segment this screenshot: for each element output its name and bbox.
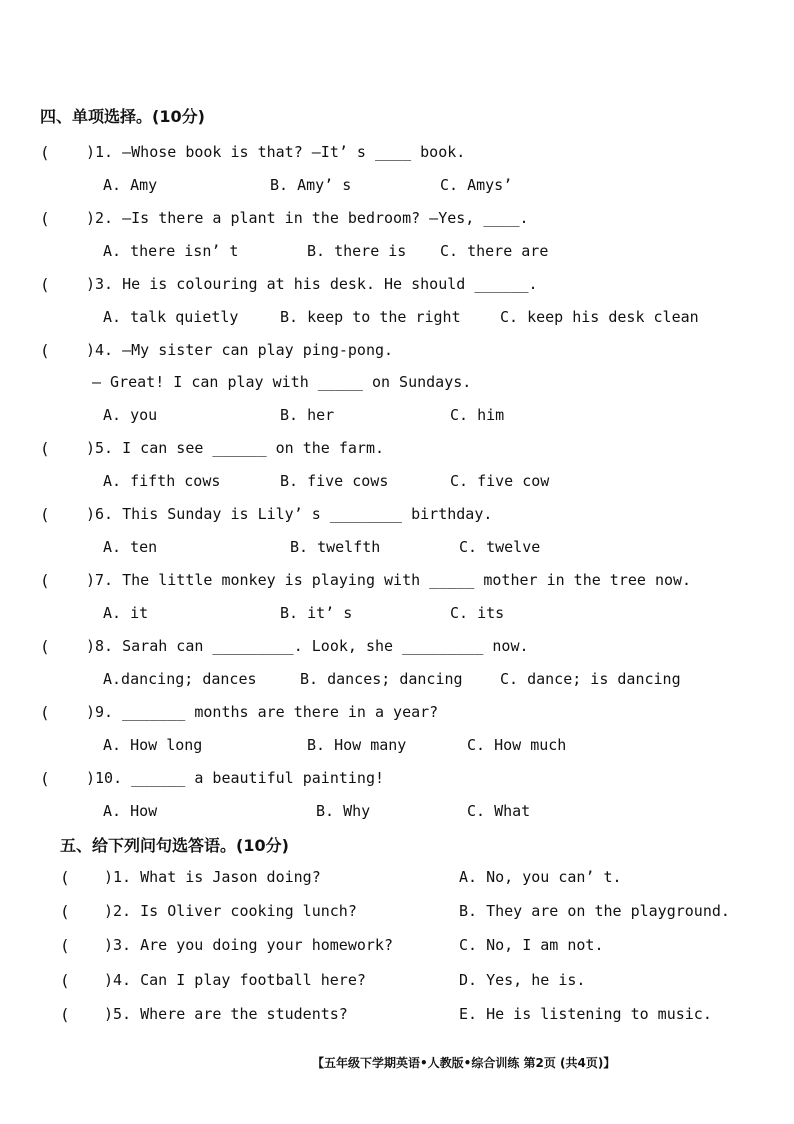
- match-question: )3. Are you doing your homework?: [104, 936, 393, 954]
- section-4-title: 四、单项选择。(10分): [40, 107, 205, 126]
- option-c: C. Amys’: [440, 176, 513, 194]
- question-text: )8. Sarah can _________. Look, she _________ now.: [86, 637, 529, 655]
- question-text: )10. ______ a beautiful painting!: [86, 769, 385, 787]
- question-text: )3. He is colouring at his desk. He should ______.: [86, 275, 538, 293]
- answer-paren[interactable]: (: [60, 971, 70, 990]
- match-answer: D. Yes, he is.: [459, 971, 586, 989]
- answer-paren[interactable]: (: [40, 703, 50, 722]
- match-answer: E. He is listening to music.: [459, 1005, 712, 1023]
- question-text: )4. —My sister can play ping-pong.: [86, 341, 394, 359]
- option-a: A. talk quietly: [103, 308, 239, 326]
- option-a: A. there isn’ t: [103, 242, 239, 260]
- answer-paren[interactable]: (: [60, 1005, 70, 1024]
- match-answer: A. No, you can’ t.: [459, 868, 622, 886]
- option-c: C. dance; is dancing: [500, 670, 681, 688]
- option-b: B. there is: [307, 242, 407, 260]
- match-question: )1. What is Jason doing?: [104, 868, 321, 886]
- option-a: A. How: [103, 802, 158, 820]
- question-text: )2. —Is there a plant in the bedroom? —Yes, ____.: [86, 209, 529, 227]
- option-b: B. keep to the right: [280, 308, 461, 326]
- answer-paren[interactable]: (: [40, 505, 50, 524]
- option-a: A. fifth cows: [103, 472, 221, 490]
- option-b: B. it’ s: [280, 604, 353, 622]
- option-c: C. twelve: [459, 538, 541, 556]
- option-a: A. you: [103, 406, 158, 424]
- match-question: )2. Is Oliver cooking lunch?: [104, 902, 357, 920]
- option-c: C. its: [450, 604, 505, 622]
- answer-paren[interactable]: (: [60, 868, 70, 887]
- question-text: )6. This Sunday is Lily’ s ________ birthday.: [86, 505, 493, 523]
- match-question: )5. Where are the students?: [104, 1005, 348, 1023]
- option-c: C. How much: [467, 736, 567, 754]
- answer-paren[interactable]: (: [40, 341, 50, 360]
- option-a: A. ten: [103, 538, 158, 556]
- option-b: B. her: [280, 406, 335, 424]
- question-text-line-2: — Great! I can play with _____ on Sundays.: [92, 373, 472, 391]
- option-c: C. him: [450, 406, 505, 424]
- option-a: A.dancing; dances: [103, 670, 257, 688]
- answer-paren[interactable]: (: [40, 275, 50, 294]
- answer-paren[interactable]: (: [40, 143, 50, 162]
- option-b: B. dances; dancing: [300, 670, 463, 688]
- answer-paren[interactable]: (: [40, 209, 50, 228]
- option-b: B. five cows: [280, 472, 389, 490]
- option-b: B. Amy’ s: [270, 176, 352, 194]
- answer-paren[interactable]: (: [40, 769, 50, 788]
- option-b: B. Why: [316, 802, 371, 820]
- answer-paren[interactable]: (: [40, 637, 50, 656]
- option-b: B. How many: [307, 736, 407, 754]
- question-text: )1. —Whose book is that? —It’ s ____ book.: [86, 143, 466, 161]
- answer-paren[interactable]: (: [40, 439, 50, 458]
- answer-paren[interactable]: (: [60, 902, 70, 921]
- section-5-title: 五、给下列问句选答语。(10分): [60, 836, 289, 855]
- question-text: )9. _______ months are there in a year?: [86, 703, 439, 721]
- option-a: A. it: [103, 604, 149, 622]
- option-c: C. keep his desk clean: [500, 308, 699, 326]
- option-a: A. How long: [103, 736, 203, 754]
- option-a: A. Amy: [103, 176, 158, 194]
- option-c: C. there are: [440, 242, 549, 260]
- question-text: )7. The little monkey is playing with _____ mother in the tree now.: [86, 571, 692, 589]
- match-question: )4. Can I play football here?: [104, 971, 366, 989]
- question-text: )5. I can see ______ on the farm.: [86, 439, 385, 457]
- page-footer: 【五年级下学期英语•人教版•综合训练 第2页 (共4页)】: [312, 1056, 616, 1070]
- match-answer: B. They are on the playground.: [459, 902, 730, 920]
- answer-paren[interactable]: (: [40, 571, 50, 590]
- option-b: B. twelfth: [290, 538, 381, 556]
- answer-paren[interactable]: (: [60, 936, 70, 955]
- match-answer: C. No, I am not.: [459, 936, 604, 954]
- option-c: C. five cow: [450, 472, 550, 490]
- option-c: C. What: [467, 802, 531, 820]
